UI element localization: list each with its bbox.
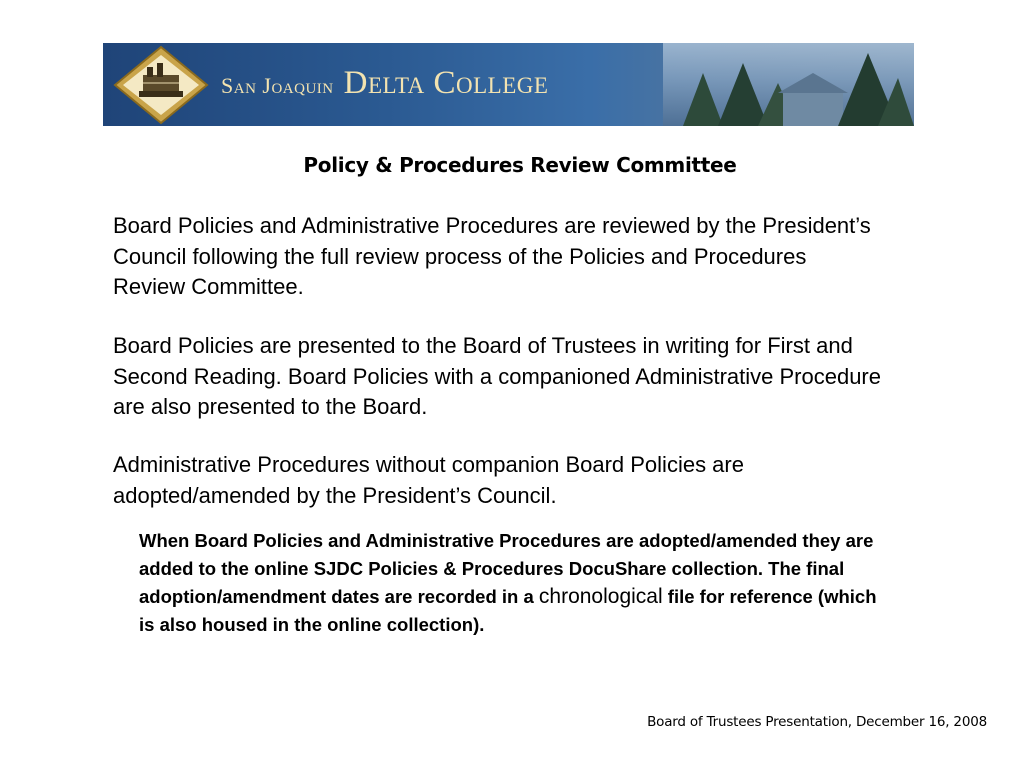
slide-heading: Policy & Procedures Review Committee (303, 153, 737, 177)
note-text-part1: When Board Policies and Administrative Procedures are adopted/amended they are added to the online SJDC Policies & Procedures DocuShare collection. The final adoption/amendment dates are recorded in a (139, 530, 874, 607)
docushare-note (139, 527, 879, 639)
slide-footer: Board of Trustees Presentation, December 16, 2008 (647, 714, 987, 730)
banner-title-small: San Joaquin (221, 73, 334, 98)
paragraph-review-process: Board Policies and Administrative Procedures are reviewed by the President’s Council following the full review process of the Policies and Procedures Review Committee. (113, 213, 871, 299)
paragraph-admin-procedures: Administrative Procedures without companion Board Policies are adopted/amended by the President’s Council. (113, 452, 744, 508)
paragraph-board-reading: Board Policies are presented to the Board of Trustees in writing for First and Second Reading. Board Policies with a companioned Administrative Procedure are also presented to the Board. (113, 333, 881, 419)
banner-title-big: Delta College (343, 65, 549, 101)
banner-title (221, 65, 548, 102)
note-text-part3: file for reference (which is also housed in the online collection). (139, 586, 877, 635)
college-banner (103, 43, 914, 126)
note-text-part2: chronological (538, 585, 663, 608)
college-seal-icon (113, 45, 209, 125)
banner-trees-illustration (663, 43, 914, 126)
